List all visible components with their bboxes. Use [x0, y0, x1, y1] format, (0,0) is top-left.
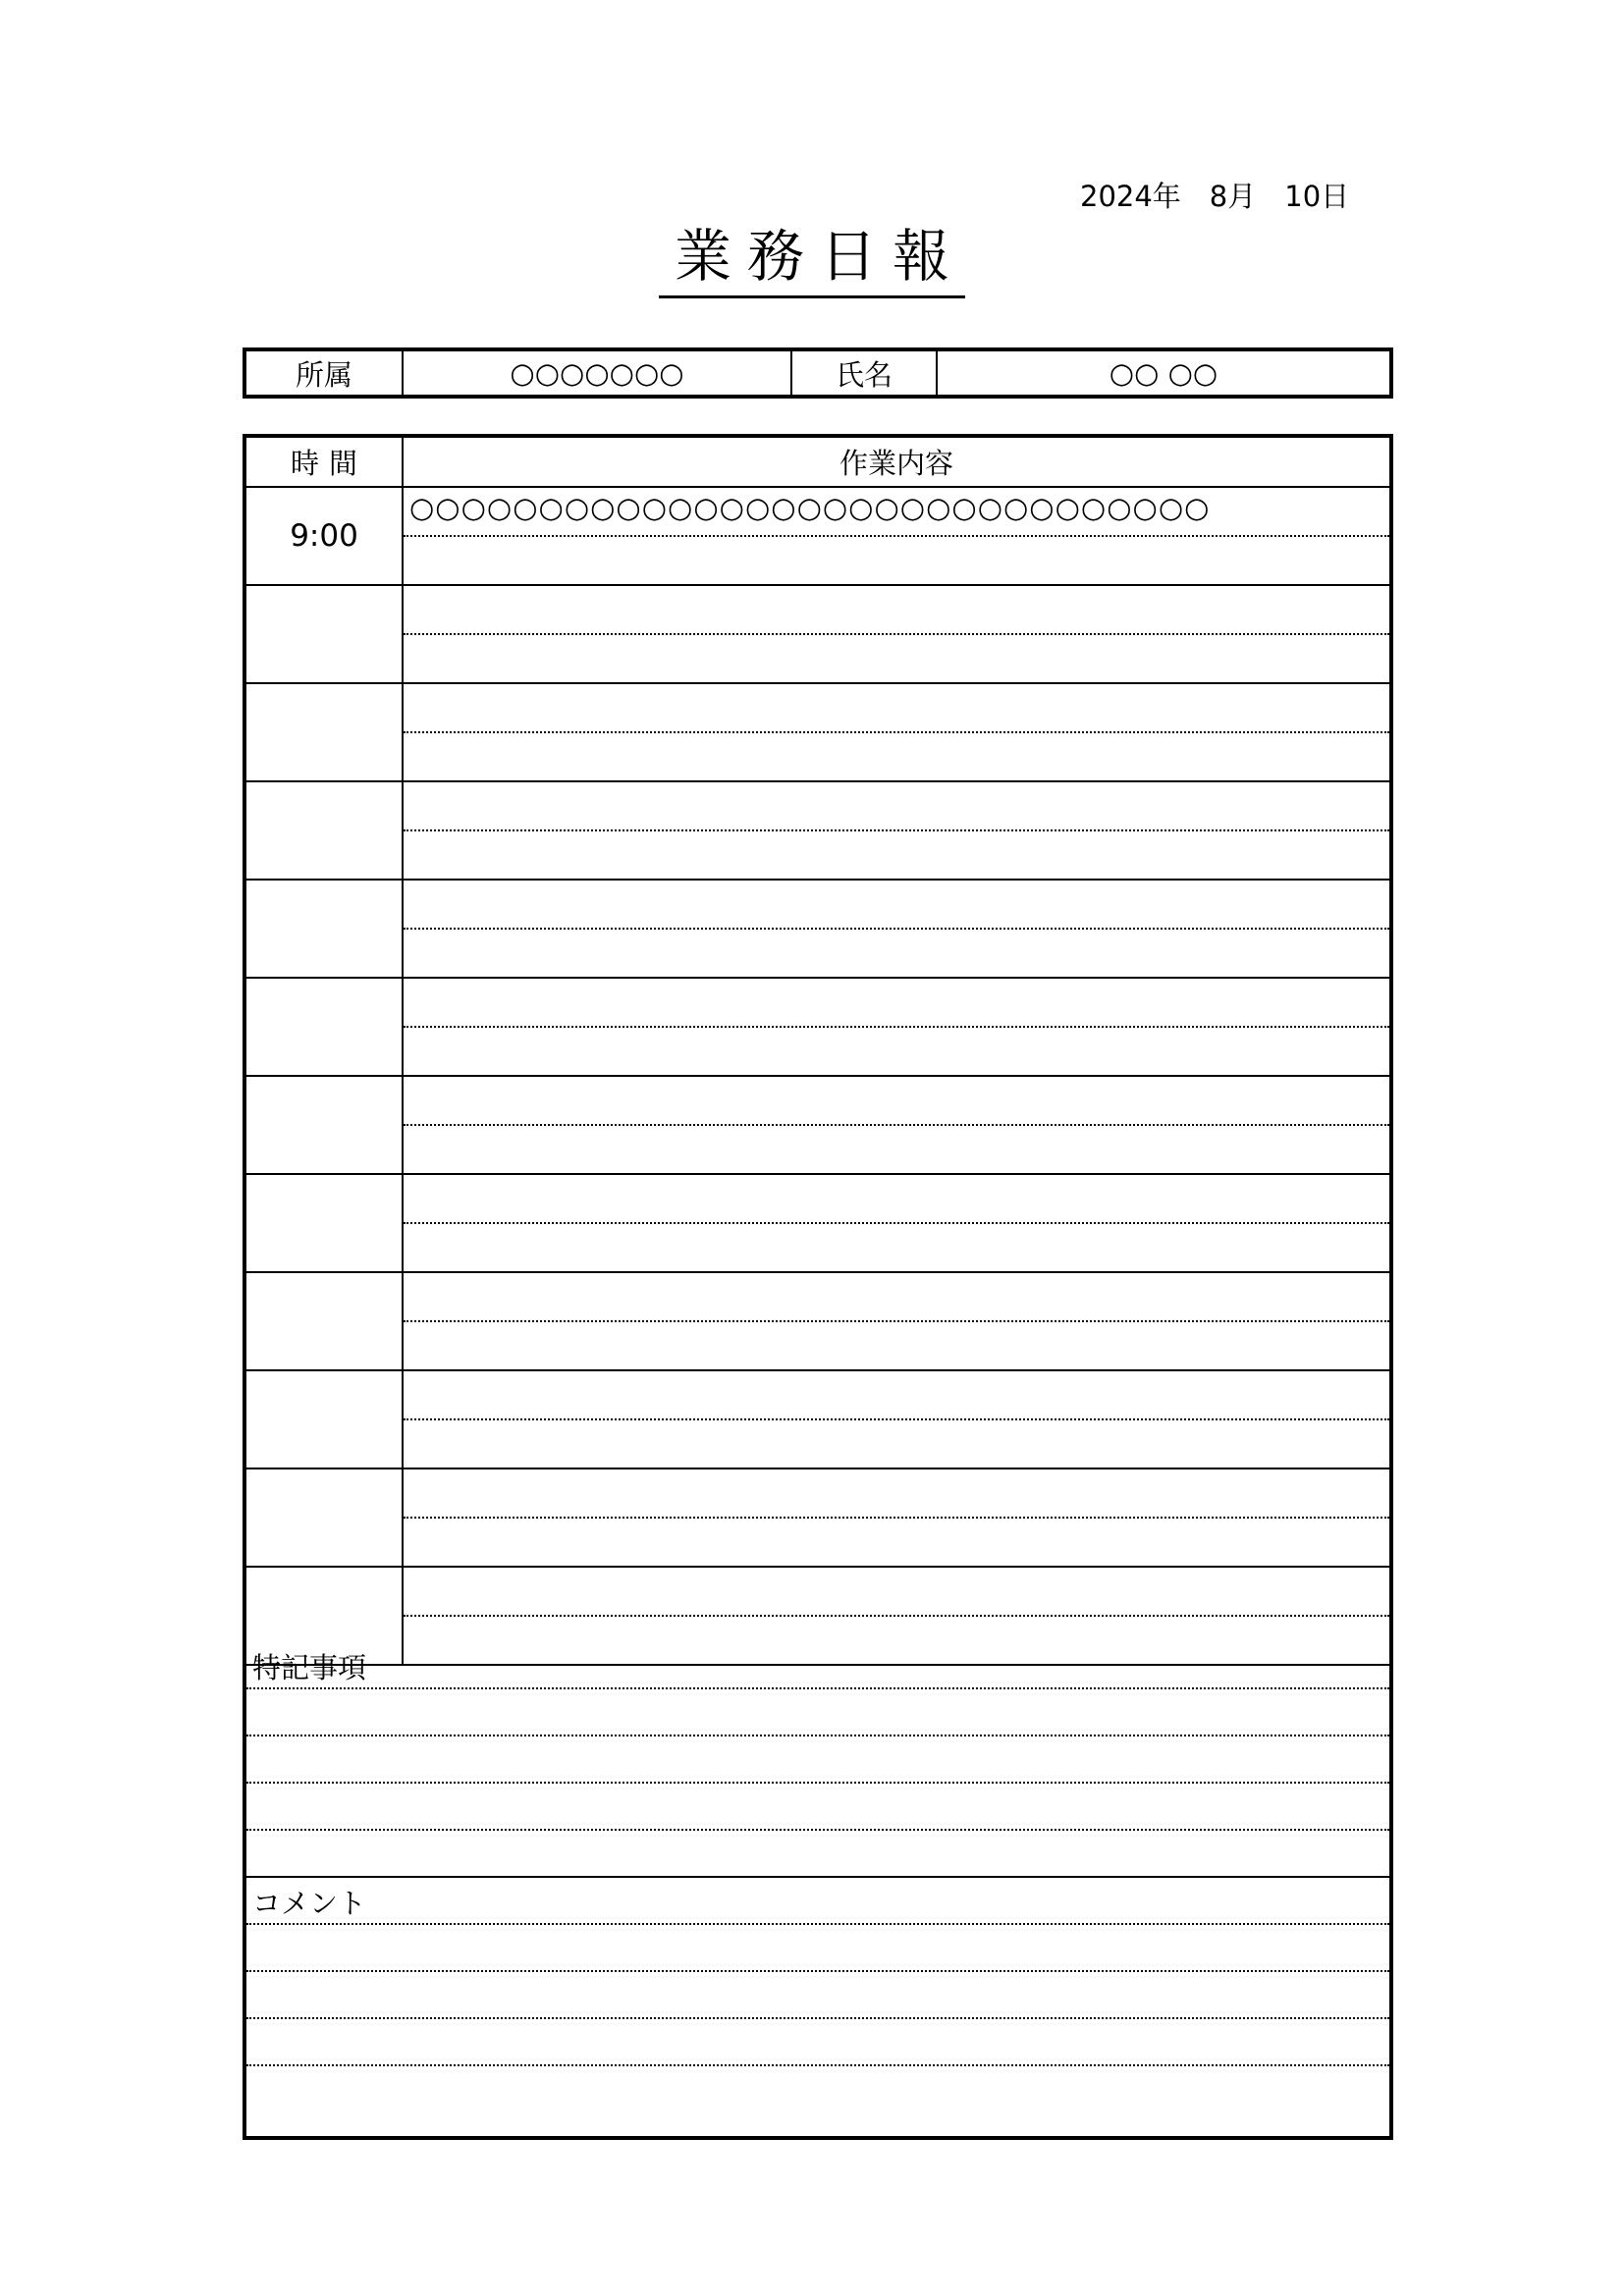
time-cell[interactable]	[246, 1077, 404, 1173]
comment-line	[246, 2017, 1389, 2019]
work-cell[interactable]	[404, 979, 1389, 1075]
work-table	[243, 434, 1393, 2140]
name-label: 氏名	[792, 351, 938, 395]
table-row	[246, 586, 1389, 684]
comment-line	[246, 1970, 1389, 1972]
work-cell[interactable]	[404, 782, 1389, 879]
comment-line	[246, 2064, 1389, 2066]
time-cell[interactable]	[246, 979, 404, 1075]
dotted-line	[404, 1124, 1389, 1126]
table-row	[246, 1273, 1389, 1371]
table-row	[246, 881, 1389, 979]
work-cell[interactable]	[404, 881, 1389, 977]
table-row	[246, 979, 1389, 1077]
time-cell[interactable]	[246, 1175, 404, 1271]
notes-label: 特記事項	[252, 1651, 367, 1684]
dotted-line	[404, 1615, 1389, 1617]
table-row	[246, 488, 1389, 586]
title-text: 業務日報	[659, 223, 965, 298]
dotted-line	[404, 1222, 1389, 1224]
time-cell[interactable]	[246, 782, 404, 879]
time-cell[interactable]	[246, 1273, 404, 1369]
table-row	[246, 1175, 1389, 1273]
notes-line	[246, 1687, 1389, 1689]
time-cell[interactable]	[246, 881, 404, 977]
time-cell[interactable]	[246, 1469, 404, 1566]
notes-section[interactable]	[246, 1642, 1389, 1878]
dotted-line	[404, 731, 1389, 733]
notes-line	[246, 1735, 1389, 1736]
time-cell[interactable]: 9:00	[246, 488, 404, 584]
work-cell[interactable]	[404, 586, 1389, 682]
work-cell[interactable]	[404, 488, 1389, 584]
work-cell[interactable]	[404, 684, 1389, 780]
comment-line	[246, 1923, 1389, 1925]
dotted-line	[404, 928, 1389, 930]
table-row	[246, 782, 1389, 881]
table-row	[246, 1077, 1389, 1175]
report-date: 2024年 8月 10日	[1080, 180, 1350, 213]
dotted-line	[404, 829, 1389, 831]
work-cell[interactable]	[404, 1469, 1389, 1566]
work-cell[interactable]	[404, 1371, 1389, 1468]
dotted-line	[404, 535, 1389, 537]
dotted-line	[404, 1026, 1389, 1028]
work-cell[interactable]	[404, 1077, 1389, 1173]
dotted-line	[404, 1418, 1389, 1420]
time-cell[interactable]	[246, 1371, 404, 1468]
dept-value[interactable]: ○○○○○○○	[404, 351, 792, 395]
notes-line	[246, 1782, 1389, 1784]
table-rows	[246, 488, 1389, 1666]
time-header: 時間	[246, 438, 404, 486]
comment-section[interactable]	[246, 1878, 1389, 2136]
table-row	[246, 1469, 1389, 1568]
page-title	[0, 223, 1624, 290]
header-table	[243, 347, 1393, 399]
dotted-line	[404, 1320, 1389, 1322]
table-row	[246, 684, 1389, 782]
work-text: ○○○○○○○○○○○○○○○○○○○○○○○○○○○○○○○	[409, 491, 1211, 524]
table-row	[246, 1371, 1389, 1469]
work-cell[interactable]	[404, 1175, 1389, 1271]
work-header: 作業内容	[839, 447, 953, 480]
dept-label: 所属	[246, 351, 404, 395]
dotted-line	[404, 1517, 1389, 1519]
name-value[interactable]: ○○ ○○	[1109, 356, 1218, 390]
notes-line	[246, 1829, 1389, 1831]
table-header	[246, 438, 1389, 488]
work-cell[interactable]	[404, 1273, 1389, 1369]
time-cell[interactable]	[246, 586, 404, 682]
dotted-line	[404, 633, 1389, 635]
comment-label: コメント	[252, 1887, 367, 1920]
time-cell[interactable]	[246, 684, 404, 780]
